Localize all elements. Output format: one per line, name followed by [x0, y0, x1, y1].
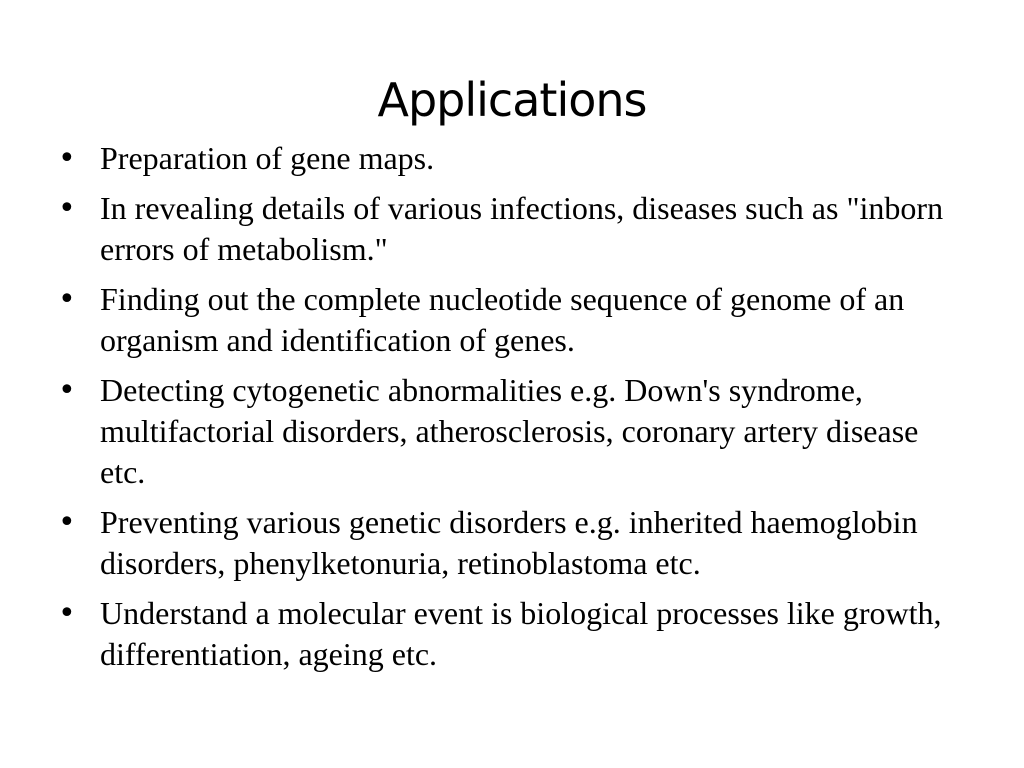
bullet-icon: •	[58, 141, 76, 176]
bullet-icon: •	[58, 282, 76, 317]
bullet-item-gene-maps	[58, 138, 958, 179]
bullet-text: Detecting cytogenetic abnormalities e.g. Down's syndrome, multifactorial disorders, atherosclerosis, coronary artery disease etc.	[100, 372, 919, 490]
bullet-item-cytogenetic	[58, 370, 958, 493]
slide-title: Applications	[377, 73, 647, 127]
bullet-text: In revealing details of various infections, diseases such as "inborn errors of metabolism."	[100, 190, 944, 267]
bullet-item-genetic-disorders	[58, 502, 958, 584]
bullet-text: Finding out the complete nucleotide sequence of genome of an organism and identification of genes.	[100, 281, 905, 358]
bullet-icon: •	[58, 505, 76, 540]
bullet-icon: •	[58, 191, 76, 226]
bullet-icon: •	[58, 596, 76, 631]
bullet-text: Preparation of gene maps.	[100, 140, 435, 176]
bullet-text: Preventing various genetic disorders e.g. inherited haemoglobin disorders, phenylketonuria, retinoblastoma etc.	[100, 504, 918, 581]
bullet-icon: •	[58, 373, 76, 408]
bullet-list	[58, 138, 958, 684]
bullet-text: Understand a molecular event is biological processes like growth, differentiation, ageing etc.	[100, 595, 942, 672]
bullet-item-molecular-event	[58, 593, 958, 675]
bullet-item-nucleotide-sequence	[58, 279, 958, 361]
bullet-item-infections	[58, 188, 958, 270]
